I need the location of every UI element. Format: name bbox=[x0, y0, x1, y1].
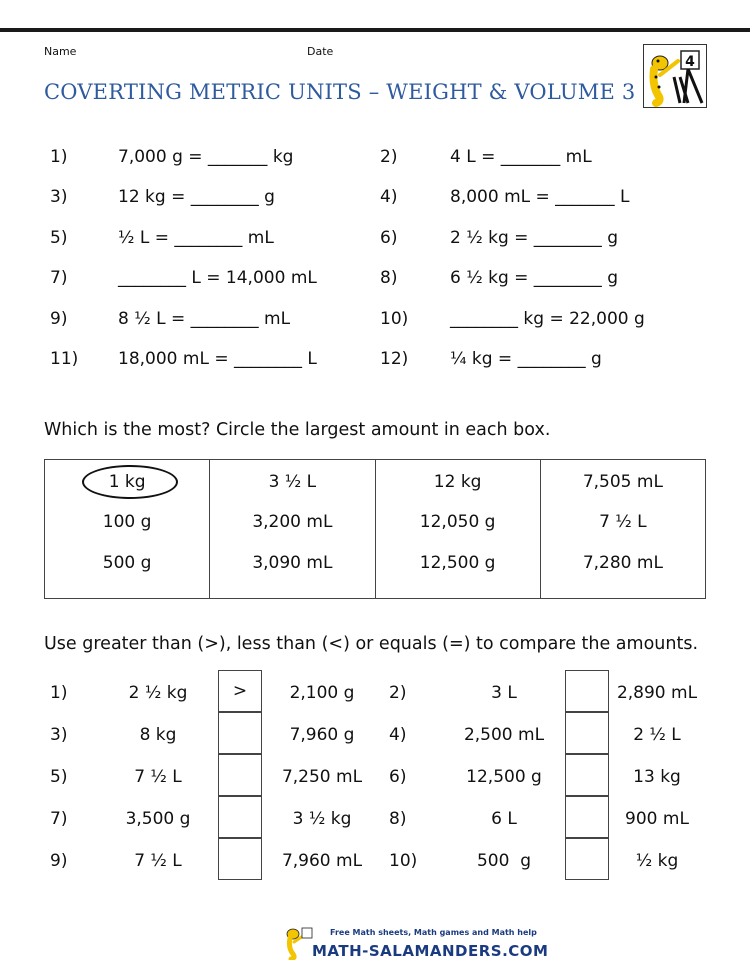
compare-right-amount: 2,890 mL bbox=[616, 683, 698, 703]
salamander-logo bbox=[643, 44, 707, 108]
amount-option[interactable]: 3 ½ L bbox=[268, 472, 317, 492]
question-number: 1) bbox=[50, 147, 68, 167]
compare-instruction: Use greater than (>), less than (<) or equals (=) to compare the amounts. bbox=[44, 634, 699, 654]
question-number: 12) bbox=[380, 349, 409, 369]
question-number: 3) bbox=[50, 187, 68, 207]
amount-option[interactable]: 1 kg bbox=[108, 472, 146, 492]
compare-left-amount: 2,500 mL bbox=[463, 725, 545, 745]
compare-left-amount: 7 ½ L bbox=[134, 851, 182, 871]
compare-right-amount: 7,960 g bbox=[289, 725, 355, 745]
compare-answer-box[interactable] bbox=[218, 838, 262, 880]
compare-number: 10) bbox=[389, 851, 418, 871]
circle-instruction: Which is the most? Circle the largest amount in each box. bbox=[44, 420, 551, 440]
question-number: 8) bbox=[380, 268, 398, 288]
question-text: 6 ½ kg = ________ g bbox=[450, 268, 618, 288]
compare-answer-box[interactable] bbox=[565, 796, 609, 838]
amount-option[interactable]: 12,500 g bbox=[419, 553, 496, 573]
question-text: 18,000 mL = ________ L bbox=[118, 349, 317, 369]
question-text: ________ L = 14,000 mL bbox=[118, 268, 317, 288]
question-number: 9) bbox=[50, 309, 68, 329]
top-rule bbox=[0, 28, 750, 32]
compare-answer-box[interactable] bbox=[565, 838, 609, 880]
question-number: 4) bbox=[380, 187, 398, 207]
compare-left-amount: 500 g bbox=[476, 851, 532, 871]
amount-option[interactable]: 7,505 mL bbox=[582, 472, 663, 492]
compare-number: 7) bbox=[50, 809, 68, 829]
compare-right-amount: 3 ½ kg bbox=[292, 809, 352, 829]
question-text: 12 kg = ________ g bbox=[118, 187, 275, 207]
compare-left-amount: 8 kg bbox=[139, 725, 177, 745]
amount-option[interactable]: 12 kg bbox=[433, 472, 482, 492]
compare-number: 5) bbox=[50, 767, 68, 787]
amount-option[interactable]: 3,200 mL bbox=[252, 512, 333, 532]
amount-option[interactable]: 7 ½ L bbox=[599, 512, 647, 532]
amount-box bbox=[541, 460, 705, 598]
question-text: 8,000 mL = _______ L bbox=[450, 187, 630, 207]
amount-option[interactable]: 3,090 mL bbox=[252, 553, 333, 573]
footer-brand[interactable]: MATH-SALAMANDERS.COM bbox=[312, 942, 549, 960]
salamander-icon bbox=[644, 45, 706, 107]
question-text: 8 ½ L = ________ mL bbox=[118, 309, 291, 329]
compare-right-amount: 13 kg bbox=[633, 767, 681, 787]
compare-number: 8) bbox=[389, 809, 407, 829]
compare-answer-box[interactable] bbox=[565, 712, 609, 754]
question-text: 2 ½ kg = ________ g bbox=[450, 228, 618, 248]
question-number: 10) bbox=[380, 309, 409, 329]
question-text: ½ L = ________ mL bbox=[118, 228, 274, 248]
compare-right-amount: 900 mL bbox=[625, 809, 689, 829]
compare-answer-box[interactable] bbox=[565, 670, 609, 712]
compare-number: 1) bbox=[50, 683, 68, 703]
amount-option[interactable]: 7,280 mL bbox=[582, 553, 663, 573]
compare-left-amount: 3,500 g bbox=[125, 809, 191, 829]
name-label: Name bbox=[44, 45, 77, 58]
amount-option[interactable]: 12,050 g bbox=[419, 512, 496, 532]
compare-number: 6) bbox=[389, 767, 407, 787]
compare-number: 3) bbox=[50, 725, 68, 745]
compare-left-amount: 3 L bbox=[491, 683, 517, 703]
compare-left-amount: 2 ½ kg bbox=[128, 683, 188, 703]
compare-answer-box[interactable] bbox=[565, 754, 609, 796]
question-number: 5) bbox=[50, 228, 68, 248]
question-text: ¼ kg = ________ g bbox=[450, 349, 602, 369]
date-label: Date bbox=[307, 45, 334, 58]
compare-number: 2) bbox=[389, 683, 407, 703]
footer-salamander-icon bbox=[284, 926, 314, 960]
compare-right-amount: 7,960 mL bbox=[281, 851, 363, 871]
compare-number: 4) bbox=[389, 725, 407, 745]
amount-box bbox=[210, 460, 375, 598]
question-number: 2) bbox=[380, 147, 398, 167]
amount-option[interactable]: 500 g bbox=[102, 553, 152, 573]
compare-left-amount: 12,500 g bbox=[466, 767, 542, 787]
question-number: 7) bbox=[50, 268, 68, 288]
question-text: 7,000 g = _______ kg bbox=[118, 147, 294, 167]
compare-answer-box[interactable] bbox=[218, 754, 262, 796]
compare-answer-box[interactable] bbox=[218, 712, 262, 754]
compare-right-amount: 7,250 mL bbox=[281, 767, 363, 787]
question-number: 11) bbox=[50, 349, 79, 369]
worksheet-title: COVERTING METRIC UNITS – WEIGHT & VOLUME 3 bbox=[44, 80, 636, 104]
compare-left-amount: 7 ½ L bbox=[134, 767, 182, 787]
footer-tagline: Free Math sheets, Math games and Math help bbox=[330, 928, 537, 937]
example-circle bbox=[82, 465, 178, 499]
grade-number: 4 bbox=[685, 54, 695, 70]
question-text: ________ kg = 22,000 g bbox=[450, 309, 645, 329]
compare-right-amount: ½ kg bbox=[635, 851, 679, 871]
compare-right-amount: 2,100 g bbox=[289, 683, 355, 703]
compare-left-amount: 6 L bbox=[491, 809, 517, 829]
compare-answer-box[interactable]: > bbox=[218, 670, 262, 712]
amount-box bbox=[376, 460, 541, 598]
question-number: 6) bbox=[380, 228, 398, 248]
compare-answer-box[interactable] bbox=[218, 796, 262, 838]
compare-number: 9) bbox=[50, 851, 68, 871]
amount-option[interactable]: 100 g bbox=[102, 512, 152, 532]
compare-right-amount: 2 ½ L bbox=[633, 725, 681, 745]
question-text: 4 L = _______ mL bbox=[450, 147, 592, 167]
